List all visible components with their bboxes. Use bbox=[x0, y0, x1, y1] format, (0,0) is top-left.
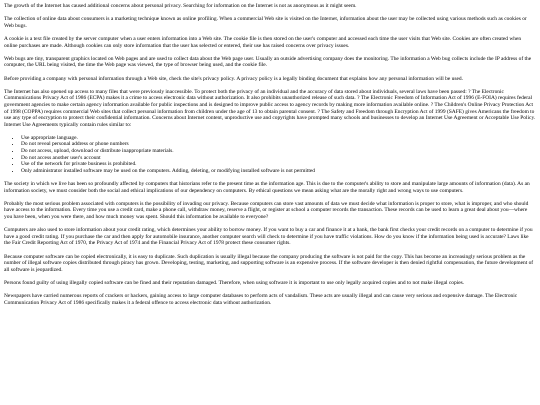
list-item: • Only administrator installed software may be used on the computers. Adding, deleting, or modifying installed software is not permitted bbox=[21, 168, 536, 175]
paragraph-illegal-copies: Persons found guilty of using illegally copied software can be fined and their reputation damaged. Therefore, when using software it is important to use only legally acquired copies and to not make illegal copies. bbox=[4, 279, 465, 286]
paragraph-cookies: A cookie is a text file created by the server computer when a user enters information into a Web site. The cookie file is then stored on the user's computer and accessed each time the user visits that Web site. Cookies are often created when online purchases are made. Although cookies can only store information that the user has selected or entered, their use has raised concerns over privacy issues. bbox=[4, 35, 522, 49]
internet-use-rules-list bbox=[4, 135, 536, 175]
list-item: • Do not access another user's account bbox=[21, 155, 536, 162]
paragraph-hackers: Newspapers have carried numerous reports of crackers or hackers, gaining access to large computer databases to perform acts of vandalism. These acts are usually illegal and can cause very serious and expensive damage. The Electronic Communication Privacy Act of 1986 specifically makes it a federal offence to access electronic data without authorization. bbox=[4, 293, 518, 306]
paragraph-internet-privacy: The growth of the Internet has caused additional concerns about personal privacy. Searching for information on the Internet is not as anonymous as it might seem. bbox=[4, 3, 357, 9]
list-item: • Do not access, upload, download or distribute inappropriate materials. bbox=[21, 148, 536, 155]
list-item: • Do not reveal personal address or phone numbers bbox=[21, 141, 536, 148]
paragraph-privacy-policy: Before providing a company with personal information through a Web site, check the site's privacy policy. A privacy policy is a legally binding document that explains how any personal information will be used. bbox=[4, 75, 463, 82]
paragraph-invading-privacy: Probably the most serious problem associated with computers is the possibility of invading our privacy. Because computers can store vast amounts of data we must decide what information is proper to store, what is improper, and who should have access to the information. Every time you use a credit card, make a phone call, withdraw money, reserve a flight, or register at school a computer records the transaction. These records can be used to learn a great deal about you—where you have been, when you were there, and how much money was spent. Should this information be available to everyone? bbox=[4, 200, 529, 220]
paragraph-information-age: The society in which we live has been so profoundly affected by computers that historians refer to the present time as the information age. This is due to the computer's ability to store and manipulate large amounts of information (data). As an information society, we must consider both the social and ethical implications of our dependency on computers. By ethical questions we mean asking what are the morally right and wrong ways to use computers. bbox=[4, 181, 530, 194]
list-item: • Use appropriate language. bbox=[21, 135, 536, 142]
paragraph-web-bugs: Web bugs are tiny, transparent graphics located on Web pages and are used to collect data about the Web page user. Usually an outside advertising company does the monitoring. The information a Web bug collects include the IP address of the computer, the URL being visited, the time the Web page was viewed, the type of browser being used, and the cookie file. bbox=[4, 55, 532, 69]
paragraph-privacy-laws: The Internet has also opened up access to many files that were previously inaccessible. To protect both the privacy of an individual and the accuracy of data stored about individuals, several laws have been passed: ? The Electronic Communications Privacy Act of 1986 (ECPA) makes it a crime to access electronic data without authorization. It also prohibits unauthorized release of such data. ? The Electronic Freedom of Information Act of 1996 (E-FOIA) requires federal government agencies to make certain agency information available for public inspections and is designed to improve public access to agency records by making more information available online. ? The Children's Online Privacy Protection Act of 1998 (COPPA) requires commercial Web sites that collect personal information from children under the age of 13 to obtain parental consent. ? The Safety and Freedom through Encryption Act of 1999 (SAFE) gives Americans the freedom to use any type of encryption to protect their confidential information. Concerns about Internet content, unproductive use and copyrights have prompted many schools and businesses to develop an Internet Use Agreement or Acceptable Use Policy. Internet Use Agreements typically contain rules similar to: bbox=[4, 88, 536, 128]
paragraph-software-piracy: Because computer software can be copied electronically, it is easy to duplicate. Such duplication is usually illegal because the company producing the software is not paid for the copy. This has become an increasingly serious problem as the number of illegal software copies distributed through piracy has grown. Developing, testing, marketing, and supporting software is an expensive process. If the software developer is then denied rightful compensation, the future development of all software is jeopardized. bbox=[4, 253, 534, 273]
paragraph-online-profiling: The collection of online data about consumers is a marketing technique known as online profiling. When a commercial Web site is visited on the Internet, information about the user may be collected using various methods such as cookies or Web bugs. bbox=[4, 16, 527, 29]
paragraph-credit-rating: Computers are also used to store information about your credit rating, which determines your ability to borrow money. If you want to buy a car and finance it at a bank, the bank first checks your credit records on a computer to determine if you have a good credit rating. If you purchase the car and then apply for automobile insurance, another computer search will check to determine if you have traffic violations. How do you know if the information being used is accurate? Laws like the Fair Credit Reporting Act of 1970, the Privacy Act of 1974 and the Financial Privacy Act of 1978 protect these consumer rights. bbox=[4, 227, 533, 247]
list-item: • Use of the network for private business is prohibited. bbox=[21, 161, 536, 168]
